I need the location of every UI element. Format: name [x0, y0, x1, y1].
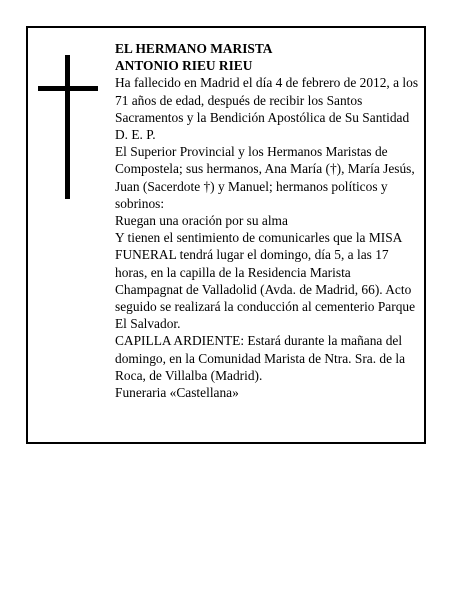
cross-vertical-bar: [65, 55, 70, 199]
mourners-list: El Superior Provincial y los Hermanos Maristas de Compostela; sus hermanos, Ana María (†), María Jesús, Juan (Sacerdote †) y Manuel; hermanos políticos y sobrinos:: [115, 144, 415, 211]
funeral-home: Funeraria «Castellana»: [115, 385, 239, 401]
latin-cross-icon: [38, 55, 98, 199]
notice-text: [115, 40, 420, 401]
funeral-chapel-details: CAPILLA ARDIENTE: Estará durante la mañana del domingo, en la Comunidad Marista de Ntra. Sra. de la Roca, de Villalba (Madrid).: [115, 333, 406, 383]
cross-horizontal-bar: [38, 86, 98, 91]
death-announcement: Ha fallecido en Madrid el día 4 de febrero de 2012, a los 71 años de edad, después de recibir los Santos Sacramentos y la Bendición Apostólica de Su Santidad D. E. P.: [115, 75, 419, 143]
deceased-title: EL HERMANO MARISTA: [115, 41, 273, 56]
funeral-mass-details: Y tienen el sentimiento de comunicarles que la MISA FUNERAL tendrá lugar el domingo, día 5, a las 17 horas, en la capilla de la Residencia Marista Champagnat de Valladolid (Avda. de Madrid, 66). Acto seguido se realizará la conducción al cementerio Parque El Salvador.: [115, 230, 416, 332]
prayer-request: Ruegan una oración por su alma: [115, 213, 288, 229]
deceased-name: ANTONIO RIEU RIEU: [115, 58, 253, 74]
obituary-notice: [26, 26, 426, 444]
